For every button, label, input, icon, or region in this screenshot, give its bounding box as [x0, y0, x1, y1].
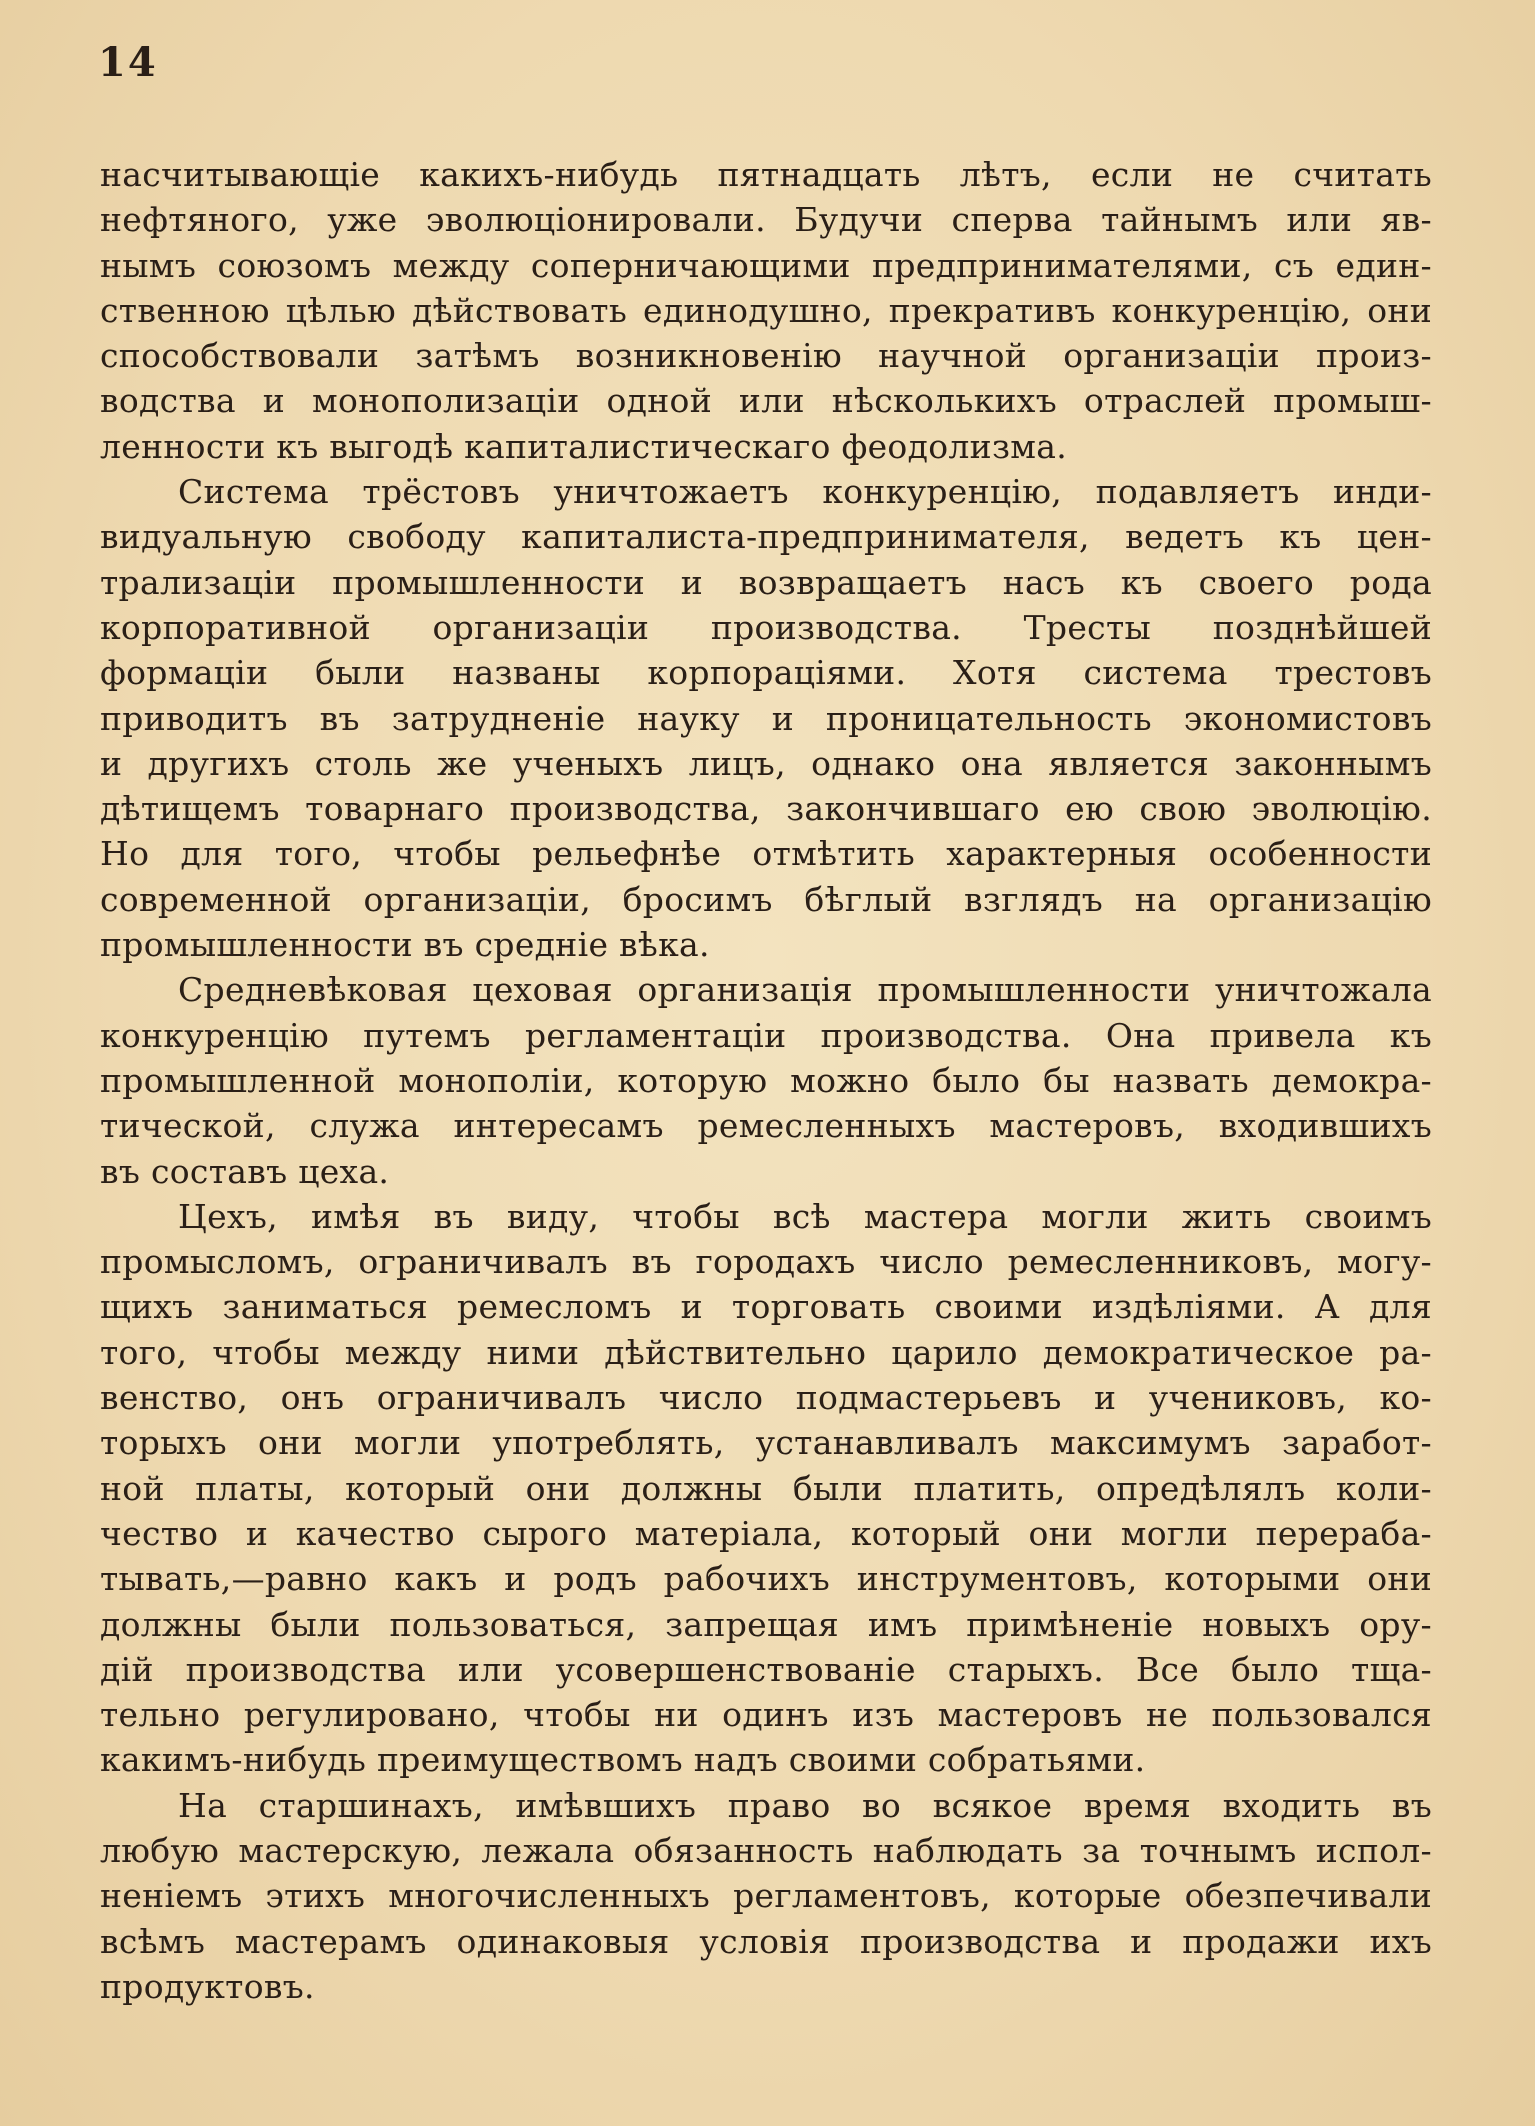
text-line: дій производства или усовершенствованіе старыхъ. Все было тща-	[100, 1649, 1432, 1689]
text-line: корпоративной организаціи производства. Тресты позднѣйшей	[100, 607, 1432, 647]
text-line: Но для того, чтобы рельефнѣе отмѣтить характерныя особенности	[100, 834, 1432, 874]
text-line: щихъ заниматься ремесломъ и торговать своими издѣліями. А для	[100, 1287, 1432, 1327]
text-line: ственною цѣлью дѣйствовать единодушно, прекративъ конкуренцію, они	[100, 290, 1432, 330]
paragraph	[100, 469, 1432, 967]
text-line: способствовали затѣмъ возникновенію научной организаціи произ-	[100, 336, 1432, 376]
text-line: нефтяного, уже эволюціонировали. Будучи сперва тайнымъ или яв-	[100, 200, 1432, 240]
text-line: тывать,—равно какъ и родъ рабочихъ инструментовъ, которыми они	[100, 1559, 1432, 1599]
text-line: тической, служа интересамъ ремесленныхъ мастеровъ, входившихъ	[100, 1106, 1432, 1146]
text-line: чество и качество сырого матеріала, который они могли перераба-	[100, 1513, 1432, 1553]
text-line: промышленности въ средніе вѣка.	[100, 925, 710, 965]
text-line: неніемъ этихъ многочисленныхъ регламентовъ, которые обезпечивали	[100, 1876, 1432, 1916]
text-line: всѣмъ мастерамъ одинаковыя условія производства и продажи ихъ	[100, 1921, 1432, 1961]
text-line: видуальную свободу капиталиста-предпринимателя, ведетъ къ цен-	[100, 517, 1432, 557]
body-text	[100, 152, 1432, 2009]
text-line: современной организаціи, бросимъ бѣглый взглядъ на организацію	[100, 879, 1432, 919]
text-line: какимъ-нибудь преимуществомъ надъ своими собратьями.	[100, 1740, 1146, 1780]
text-line: и другихъ столь же ученыхъ лицъ, однако она является законнымъ	[100, 743, 1432, 783]
text-line: Средневѣковая цеховая организація промышленности уничтожала	[178, 970, 1432, 1010]
text-line: должны были пользоваться, запрещая имъ примѣненіе новыхъ ору-	[100, 1604, 1432, 1644]
text-line: продуктовъ.	[100, 1966, 315, 2006]
text-line: ленности къ выгодѣ капиталистическаго феодолизма.	[100, 426, 1067, 466]
text-line: любую мастерскую, лежала обязанность наблюдать за точнымъ испол-	[100, 1830, 1432, 1870]
text-line: того, чтобы между ними дѣйствительно царило демократическое ра-	[100, 1332, 1432, 1372]
text-line: промышленной монополіи, которую можно было бы назвать демокра-	[100, 1060, 1432, 1100]
text-line: венство, онъ ограничивалъ число подмастерьевъ и учениковъ, ко-	[100, 1378, 1432, 1418]
text-line: нымъ союзомъ между соперничающими предпринимателями, съ един-	[100, 245, 1432, 285]
text-line: На старшинахъ, имѣвшихъ право во всякое время входить въ	[178, 1785, 1432, 1825]
text-line: торыхъ они могли употреблять, устанавливалъ максимумъ заработ-	[100, 1423, 1432, 1463]
text-line: конкуренцію путемъ регламентаціи производства. Она привела къ	[100, 1015, 1432, 1055]
text-line: приводитъ въ затрудненіе науку и проницательность экономистовъ	[100, 698, 1432, 738]
text-line: Цехъ, имѣя въ виду, чтобы всѣ мастера могли жить своимъ	[178, 1196, 1432, 1236]
text-line: въ составъ цеха.	[100, 1151, 390, 1191]
page-number: 14	[98, 39, 158, 86]
text-line: ной платы, который они должны были платить, опредѣлялъ коли-	[100, 1468, 1432, 1508]
text-line: насчитывающіе какихъ-нибудь пятнадцать лѣтъ, если не считать	[100, 155, 1432, 194]
text-line: водства и монополизаціи одной или нѣсколькихъ отраслей промыш-	[100, 381, 1432, 421]
paragraph	[100, 152, 1432, 469]
paragraph	[100, 967, 1432, 1193]
text-line: промысломъ, ограничивалъ въ городахъ число ремесленниковъ, могу-	[100, 1242, 1432, 1282]
paragraph	[100, 1194, 1432, 1783]
text-line: формаціи были названы корпораціями. Хотя система трестовъ	[100, 653, 1432, 693]
text-line: Система трёстовъ уничтожаетъ конкуренцію, подавляетъ инди-	[178, 472, 1432, 512]
paragraph	[100, 1783, 1432, 2009]
text-line: трализаціи промышленности и возвращаетъ насъ къ своего рода	[100, 562, 1432, 602]
text-line: дѣтищемъ товарнаго производства, закончившаго ею свою эволюцію.	[100, 789, 1432, 829]
text-line: тельно регулировано, чтобы ни одинъ изъ мастеровъ не пользовался	[100, 1695, 1432, 1735]
